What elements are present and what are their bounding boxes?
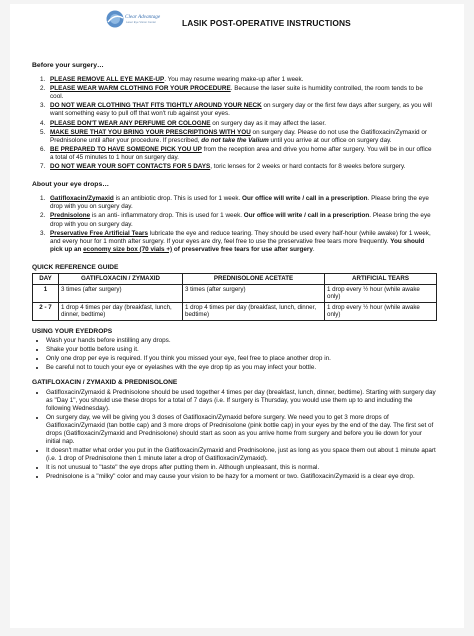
before-surgery-heading: Before your surgery… — [32, 62, 104, 69]
column-header: ARTIFICIAL TEARS — [325, 273, 437, 284]
table-cell: 2 - 7 — [33, 302, 59, 320]
page-title: LASIK POST-OPERATIVE INSTRUCTIONS — [182, 18, 351, 28]
list-item: • Prednisolone is a "milky" color and may cause your vision to be hazy for a moment or two. Gatifloxacin/Zymaxid is a clear eye drop. — [46, 473, 436, 481]
clear-advantage-logo — [106, 8, 161, 34]
using-eyedrops-heading: USING YOUR EYEDROPS — [32, 327, 113, 335]
column-header: GATIFLOXACIN / ZYMAXID — [59, 273, 183, 284]
table-row — [33, 302, 437, 320]
table-cell: 1 drop 4 times per day (breakfast, lunch, dinner, bedtime) — [183, 302, 325, 320]
list-item: • Wash your hands before instilling any drops. — [46, 337, 436, 345]
list-item: 2. Prednisolone is an anti- inflammatory drop. This is used for 1 week. Our office will write / call in a prescription. Please bring the eye drop with you on surgery day. — [47, 212, 436, 228]
table-cell: 1 drop every ½ hour (while awake only) — [325, 284, 437, 302]
list-item: • It doesn't matter what order you put in the Gatifloxacin/Zymaxid and Prednisolone, just as long as you space them out about 1 minute apart (i.e. 1 drop of Prednisolone then 1 minute later a drop of Gatifloxacin/Zymaxid). — [46, 447, 436, 463]
svg-text:Clear Advantage: Clear Advantage — [125, 14, 161, 20]
quick-reference-title: QUICK REFERENCE GUIDE — [32, 263, 119, 271]
table-row — [33, 284, 437, 302]
list-item: 3. Preservative Free Artificial Tears lubricate the eye and reduce tearing. They should be used every half-hour (while awake) for 1 week, and every hour for 1 month after surgery. If your eyes are dry, feel free to use the preservative free tears more frequently. You should pick up an economy size box (70 vials +) of preservative free tears for use after surgery. — [47, 230, 436, 254]
table-cell: 1 drop 4 times per day (breakfast, lunch, dinner, bedtime) — [59, 302, 183, 320]
list-item: 1. PLEASE REMOVE ALL EYE MAKE-UP. You may resume wearing make-up after 1 week. — [47, 76, 436, 84]
gatifloxacin-heading: GATIFLOXACIN / ZYMAXID & PREDNISOLONE — [32, 379, 178, 387]
column-header: PREDNISOLONE ACETATE — [183, 273, 325, 284]
table-header-row — [33, 273, 437, 284]
quick-reference-table — [32, 273, 437, 321]
list-item: 5. MAKE SURE THAT YOU BRING YOUR PRESCRIPTIONS WITH YOU on surgery day. Please do not use the Gatifloxacin/Zymaxid or Prednisolone until after your procedure. If prescribed, do not take the Valium until you arrive at our office on surgery day. — [47, 129, 436, 145]
svg-text:Laser Eye Vision Center: Laser Eye Vision Center — [126, 20, 157, 24]
list-item: • It is not unusual to "taste" the eye drops after putting them in. Although unpleasant, this is normal. — [46, 464, 436, 472]
list-item: 3. DO NOT WEAR CLOTHING THAT FITS TIGHTLY AROUND YOUR NECK on surgery day or the first few days after surgery, as you will want something easy to pull off that won't rub against your eyes. — [47, 102, 436, 118]
eye-drops-list — [32, 195, 436, 254]
list-item: • Gatifloxacin/Zymaxid & Prednisolone should be used together 4 times per day (breakfast, lunch, dinner, bedtime). Starting with surgery day as "Day 1", you should use these drops for a total of 7 days (i.e. If surgery is Thursday, you would use them up to and including the following Wednesday). — [46, 389, 436, 413]
table-cell: 3 times (after surgery) — [59, 284, 183, 302]
header — [32, 8, 464, 42]
table-cell: 1 drop every ½ hour (while awake only) — [325, 302, 437, 320]
using-eyedrops-list — [32, 337, 436, 372]
column-header: DAY — [33, 273, 59, 284]
list-item: • Be careful not to touch your eye or eyelashes with the eye drop tip as you may infect your bottle. — [46, 364, 436, 372]
table-cell: 1 — [33, 284, 59, 302]
before-surgery-list — [32, 76, 436, 171]
list-item: 7. DO NOT WEAR YOUR SOFT CONTACTS FOR 5 DAYS, toric lenses for 2 weeks or hard contacts for 8 weeks before surgery. — [47, 163, 436, 171]
list-item: 1. Gatifloxacin/Zymaxid is an antibiotic drop. This is used for 1 week. Our office will write / call in a prescription. Please bring the eye drop with you on surgery day. — [47, 195, 436, 211]
list-item: 2. PLEASE WEAR WARM CLOTHING FOR YOUR PROCEDURE. Because the laser suite is humidity controlled, the room tends to be cool. — [47, 85, 436, 101]
table-cell: 3 times (after surgery) — [183, 284, 325, 302]
gatifloxacin-list — [32, 389, 436, 482]
list-item: • Shake your bottle before using it. — [46, 346, 436, 354]
document-page — [10, 4, 464, 628]
list-item: 6. BE PREPARED TO HAVE SOMEONE PICK YOU UP from the reception area and drive you home after surgery. You will be in our office a total of 45 minutes to 1 hour on surgery day. — [47, 146, 436, 162]
list-item: • On surgery day, we will be giving you 3 doses of Gatifloxacin/Zymaxid before surgery. We need you to get 3 more drops of Gatifloxacin/Zymaxid (tan bottle cap) and 3 more drops of Prednisolone (pink bottle cap) in your eyes by the end of the day. The first set of drops (Gatifloxacin/Zymaxid and Prednisolone) should start as soon as you arrive home from surgery and before you lie down for your initial nap. — [46, 414, 436, 446]
list-item: • Only one drop per eye is required. If you think you missed your eye, feel free to place another drop in. — [46, 355, 436, 363]
eye-drops-heading: About your eye drops… — [32, 181, 110, 189]
list-item: 4. PLEASE DON'T WEAR ANY PERFUME OR COLOGNE on surgery day as it may affect the laser. — [47, 120, 436, 128]
